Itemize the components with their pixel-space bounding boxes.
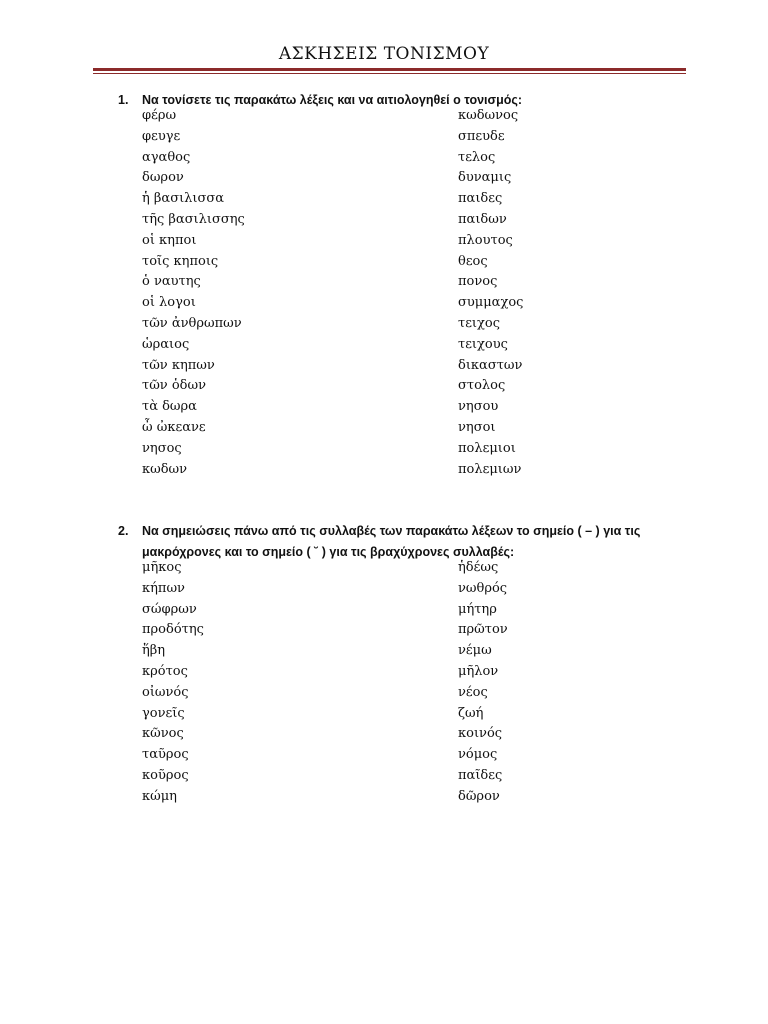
word-item: οἱ κηποι bbox=[142, 232, 197, 248]
word-item: τῶν κηπων bbox=[142, 357, 215, 373]
exercise-1-number: 1. bbox=[118, 93, 129, 107]
word-item: πονος bbox=[458, 274, 498, 290]
word-item: κώμη bbox=[142, 788, 177, 804]
word-item: τῶν ὁδων bbox=[142, 378, 206, 394]
word-item: πολεμιοι bbox=[458, 440, 516, 456]
word-item: ταῦρος bbox=[142, 747, 189, 763]
word-item: σώφρων bbox=[142, 601, 197, 617]
word-item: στολος bbox=[458, 378, 506, 394]
word-item: τελος bbox=[458, 149, 496, 165]
word-item: ἥβη bbox=[142, 643, 166, 659]
word-item: μήτηρ bbox=[458, 601, 497, 617]
word-item: ὁ ναυτης bbox=[142, 274, 201, 290]
word-item: συμμαχος bbox=[458, 295, 524, 311]
word-item: κοῦρος bbox=[142, 767, 189, 783]
word-item: τοῖς κηποις bbox=[142, 253, 219, 269]
word-item: κρότος bbox=[142, 663, 188, 679]
exercise-2-left-column bbox=[142, 558, 204, 808]
word-item: τῶν ἀνθρωπων bbox=[142, 315, 242, 331]
word-item: γονεῖς bbox=[142, 705, 185, 721]
word-item: δυναμις bbox=[458, 170, 512, 186]
word-item: ὡραιος bbox=[142, 336, 190, 352]
exercise-2-heading bbox=[118, 521, 678, 563]
word-item: παιδες bbox=[458, 191, 503, 207]
title-divider-thin bbox=[93, 73, 686, 74]
word-item: θεος bbox=[458, 253, 488, 269]
word-item: νησοι bbox=[458, 419, 496, 435]
exercise-2-instruction-line1: Να σημειώσεις πάνω από τις συλλαβές των παρακάτω λέξεων το σημείο ( – ) για τις bbox=[142, 524, 641, 538]
word-item: δῶρον bbox=[458, 788, 500, 804]
page-title: ΑΣΚΗΣΕΙΣ ΤΟΝΙΣΜΟΥ bbox=[278, 44, 490, 64]
exercise-1-left-column bbox=[142, 106, 245, 480]
word-item: πρῶτον bbox=[458, 622, 508, 638]
word-item: ἡ βασιλισσα bbox=[142, 191, 225, 207]
word-item: δικαστων bbox=[458, 357, 523, 373]
word-item: μῆκος bbox=[142, 560, 182, 575]
word-item: τῆς βασιλισσης bbox=[142, 211, 245, 227]
word-item: κῶνος bbox=[142, 726, 184, 742]
word-item: κοινός bbox=[458, 726, 503, 742]
word-item: φευγε bbox=[142, 128, 181, 144]
word-item: τειχους bbox=[458, 336, 508, 352]
word-item: νησος bbox=[142, 440, 182, 456]
word-item: ζωή bbox=[458, 705, 484, 721]
word-item: οἱ λογοι bbox=[142, 295, 196, 311]
word-item: πολεμιων bbox=[458, 461, 522, 477]
word-item: τειχος bbox=[458, 315, 501, 331]
word-item: νόμος bbox=[458, 747, 498, 763]
word-item: νωθρός bbox=[458, 580, 508, 596]
exercise-1-right-column bbox=[458, 106, 523, 480]
word-item: κωδωνος bbox=[458, 108, 519, 123]
exercise-2-instruction-line2: μακρόχρονες και το σημείο ( ˘ ) για τις βραχύχρονες συλλαβές: bbox=[142, 545, 515, 559]
word-item: δωρον bbox=[142, 170, 184, 186]
exercise-2-right-column bbox=[458, 558, 508, 808]
word-item: νέος bbox=[458, 684, 488, 700]
word-item: νέμω bbox=[458, 643, 492, 659]
word-item: προδότης bbox=[142, 622, 204, 638]
word-item: κήπων bbox=[142, 580, 185, 596]
word-item: παιδων bbox=[458, 211, 507, 227]
exercise-2-number: 2. bbox=[118, 524, 129, 538]
word-item: σπευδε bbox=[458, 128, 505, 144]
word-item: αγαθος bbox=[142, 149, 191, 165]
word-item: φέρω bbox=[142, 108, 177, 123]
word-item: παῖδες bbox=[458, 767, 503, 783]
word-item: μῆλον bbox=[458, 663, 499, 679]
word-item: οἰωνός bbox=[142, 684, 189, 700]
exercise-1-instruction: Να τονίσετε τις παρακάτω λέξεις και να αιτιολογηθεί ο τονισμός: bbox=[142, 93, 523, 107]
title-divider-thick bbox=[93, 68, 686, 71]
word-item: νησου bbox=[458, 399, 499, 415]
word-item: τὰ δωρα bbox=[142, 399, 197, 415]
word-item: ὦ ὠκεανε bbox=[142, 419, 206, 435]
word-item: ἡδέως bbox=[458, 560, 499, 575]
word-item: κωδων bbox=[142, 461, 188, 477]
word-item: πλουτος bbox=[458, 232, 513, 248]
